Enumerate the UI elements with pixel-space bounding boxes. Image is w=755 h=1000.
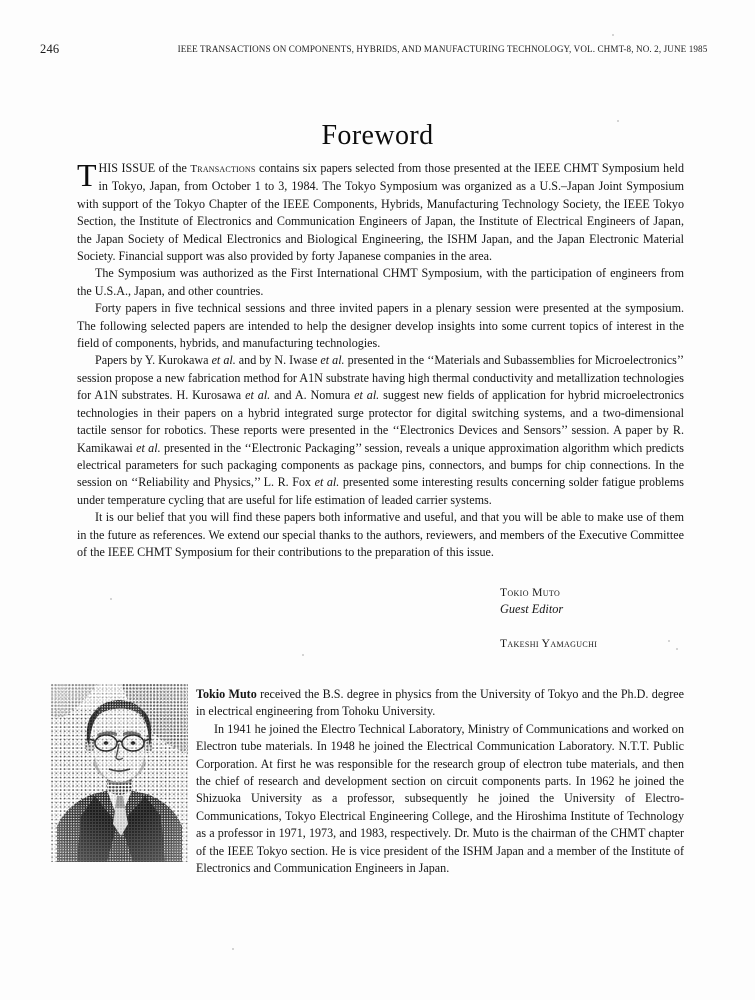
- et-al-italic-2: et al.: [320, 353, 345, 368]
- scan-artifact: [110, 598, 112, 600]
- paragraph-4-part-e: suggest new fields of application for hybrid microelectronics technologies in their papers on a hybrid integrated surge protector for digital switching systems, and a two-dimensional tactile sensor for robotics. These reports were presented in the ‘‘Electronics Devices and Sensors’’ session. A paper by R. Kamikawai: [77, 388, 685, 455]
- drop-cap-letter: T: [77, 157, 97, 193]
- et-al-italic-1: et al.: [211, 353, 236, 368]
- et-al-italic-6: et al.: [314, 475, 340, 490]
- biography-lead-text: received the B.S. degree in physics from the University of Tokyo and the Ph.D. degree in electrical engineering from Tohoku University.: [196, 687, 684, 719]
- paragraph-1: [77, 157, 684, 265]
- paragraph-4-part-f: presented in the ‘‘Electronic Packaging’’ session, reveals a unique approximation algorithm which predicts electrical parameters for such packaging components as package pins, connectors, and bumps for chip connections. In the session on ‘‘Reliability and Physics,’’ L. R. Fox: [77, 440, 684, 490]
- et-al-italic-4: et al.: [354, 388, 380, 403]
- journal-running-title: IEEE TRANSACTIONS ON COMPONENTS, HYBRIDS, AND MANUFACTURING TECHNOLOGY, VOL. CHMT-8, NO. 2, JUNE 1985: [177, 44, 708, 54]
- et-al-italic-5: et al.: [136, 440, 161, 455]
- signature-block: [500, 585, 700, 652]
- scan-artifact: [617, 120, 619, 122]
- guest-editor-name: Tokio Muto: [500, 586, 561, 599]
- paragraph-4-part-a: Papers by Y. Kurokawa: [95, 353, 212, 368]
- portrait-photo: [51, 684, 188, 862]
- scan-artifact: [302, 654, 304, 656]
- foreword-body: [77, 157, 685, 561]
- transactions-smallcaps: Transactions: [190, 163, 256, 175]
- portrait-photo-image: [51, 684, 188, 862]
- biography-paragraph-1: [196, 686, 684, 721]
- scan-artifact: [612, 34, 614, 36]
- biography-paragraph-2: In 1941 he joined the Electro Technical Laboratory, Ministry of Communications and worked on Electron tube materials. In 1948 he joined the Electrical Communication Laboratory. N.T.T. Public Corporation. At first he was responsible for the research group of electron tube materials, and then the chief of research and development section on circuit components parts. In 1962 he joined the Shizuoka University as a professor, subsequently he joined the University of Electro-Communications, Tokyo Electrical Engineering College, and the Hiroshima Institute of Technology as a professor in 1971, 1973, and 1983, respectively. Dr. Muto is the chairman of the CHMT chapter of the IEEE Tokyo section. He is vice president of the ISHM Japan and a member of the Institute of Electronics and Communication Engineers in Japan.: [196, 721, 684, 876]
- running-head: [40, 42, 715, 56]
- paragraph-4-part-c: presented in the ‘‘Materials and Subassemblies for Microelectronics’’ session propose a new fabrication method for A1N substrate having high thermal conductivity and metallization technologies for A1N substrates. H. Kurosawa: [77, 353, 684, 403]
- second-editor-name: Takeshi Yamaguchi: [500, 637, 598, 650]
- guest-editor-role: Guest Editor: [500, 602, 564, 616]
- paragraph-5: It is our belief that you will find these papers both informative and useful, and that you will be able to make use of them in the future as references. We extend our special thanks to the authors, reviewers, and members of the Executive Committee of the IEEE CHMT Symposium for their contributions to the preparation of this issue.: [77, 510, 684, 559]
- signature-spacer: [500, 618, 700, 636]
- et-al-italic-3: et al.: [245, 388, 271, 403]
- scan-artifact: [232, 948, 234, 950]
- scan-artifact: [668, 640, 670, 642]
- biography-text: [196, 686, 684, 877]
- page-title: Foreword: [321, 119, 434, 151]
- paragraph-2: The Symposium was authorized as the First International CHMT Symposium, with the participation of engineers from the U.S.A., Japan, and other countries.: [77, 266, 684, 298]
- paragraph-4-part-b: and by N. Iwase: [235, 353, 321, 368]
- paragraph-1-part-b: contains six papers selected from those presented at the IEEE CHMT Symposium held in Tokyo, Japan, from October 1 to 3, 1984. The Tokyo Symposium was organized as a U.S.–Japan Joint Symposium with support of the Tokyo Chapter of the IEEE Components, Hybrids, Manufacturing Technology Society, the IEEE Tokyo Section, the Institute of Electronics and Communication Engineers of Japan, the Institute of Electrical Engineers of Japan, the Japan Society of Medical Electronics and Biological Engineering, the ISHM Japan, and the Japan Electronic Material Society. Financial support was also provided by forty Japanese companies in the area.: [77, 161, 684, 264]
- page-folio-number: 246: [40, 42, 60, 56]
- paragraph-4-part-g: presented some interesting results concerning solder fatigue problems under temperature cycling that are useful for life estimation of leaded carrier systems.: [77, 475, 684, 507]
- paragraph-4-part-d: and A. Nomura: [270, 388, 355, 403]
- paragraph-3: Forty papers in five technical sessions and three invited papers in a plenary session were presented at the symposium. The following selected papers are intended to help the designer develop insights into some current topics of interest in the field of components, hybrids, and manufacturing technologies.: [77, 301, 684, 351]
- biography-subject-name: Tokio Muto: [196, 687, 257, 701]
- paragraph-4: [77, 352, 684, 509]
- paragraph-1-part-a: HIS ISSUE of the: [98, 161, 191, 175]
- scan-artifact: [676, 648, 678, 650]
